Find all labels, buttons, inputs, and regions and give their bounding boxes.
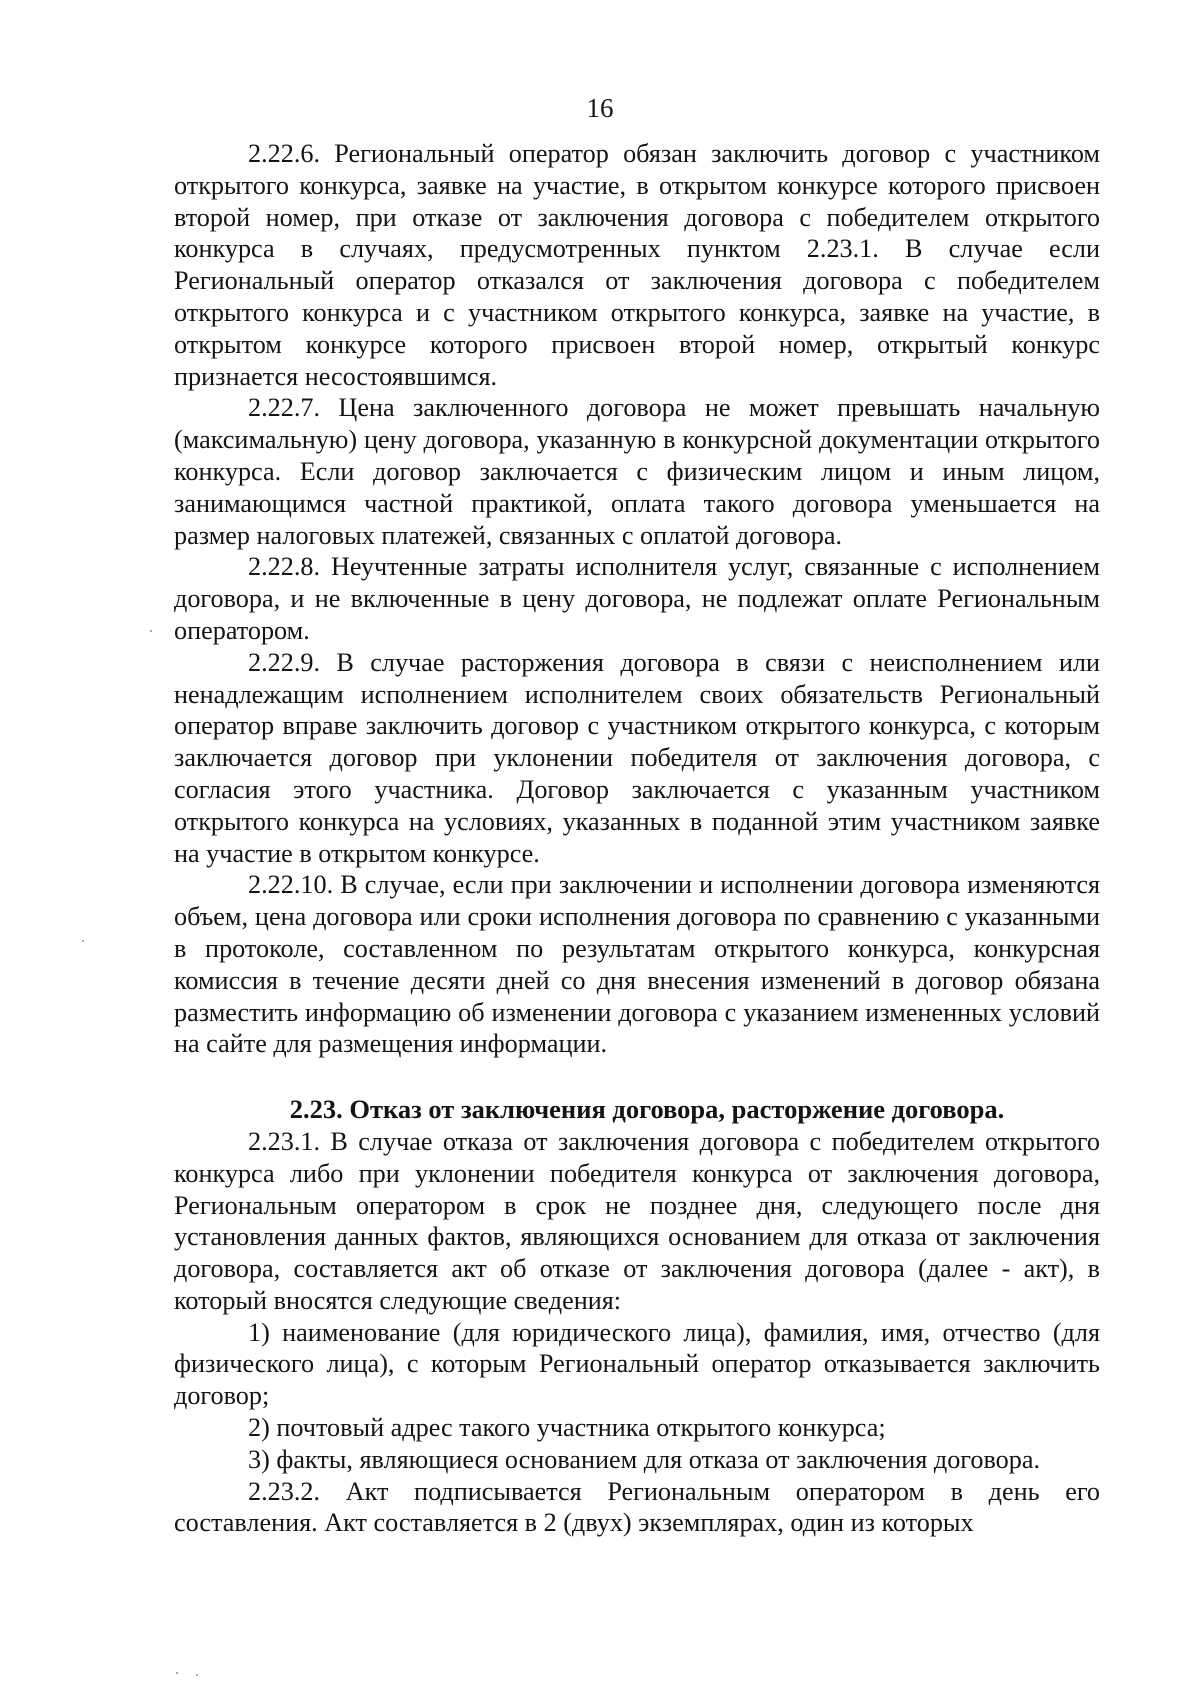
- scan-artifact: [82, 940, 84, 942]
- paragraph-2-22-9: 2.22.9. В случае расторжения договора в связи с неисполнением или ненадлежащим исполнением исполнителем своих обязательств Региональный оператор вправе заключить договор с участником открытого конкурса, с которым заключается договор при уклонении победителя от заключения договора, с согласия этого участника. Договор заключается с указанным участником открытого конкурса на условиях, указанных в поданной этим участником заявке на участие в открытом конкурсе.: [174, 647, 1100, 868]
- list-item-3: 3) факты, являющиеся основанием для отказа от заключения договора.: [248, 1444, 1041, 1474]
- scan-artifact: [150, 630, 152, 632]
- scan-artifact: [176, 1672, 178, 1674]
- paragraph-2-22-10: 2.22.10. В случае, если при заключении и исполнении договора изменяются объем, цена договора или сроки исполнения договора по сравнению с указанными в протоколе, составленном по результатам открытого конкурса, конкурсная комиссия в течение десяти дней со дня внесения изменений в договор обязана разместить информацию об изменении договора с указанием измененных условий на сайте для размещения информации.: [174, 870, 1100, 1059]
- list-item-1: 1) наименование (для юридического лица), фамилия, имя, отчество (для физического лица), с которым Региональный оператор отказывается заключить договор;: [174, 1317, 1100, 1411]
- document-body: [174, 138, 1100, 1539]
- list-item-2: 2) почтовый адрес такого участника открытого конкурса;: [248, 1413, 886, 1443]
- page-number: 16: [586, 93, 614, 123]
- section-heading-2-23: 2.23. Отказ от заключения договора, расторжение договора.: [289, 1094, 1005, 1125]
- paragraph-2-23-1: 2.23.1. В случае отказа от заключения договора с победителем открытого конкурса либо при уклонении победителя конкурса от заключения договора, Региональным оператором в срок не позднее дня, следующего после дня установления данных фактов, являющихся основанием для отказа от заключения договора, составляется акт об отказе от заключения договора (далее - акт), в который вносятся следующие сведения:: [174, 1126, 1100, 1315]
- paragraph-2-23-2: 2.23.2. Акт подписывается Региональным оператором в день его составления. Акт составляется в 2 (двух) экземплярах, один из которых: [174, 1476, 1100, 1538]
- paragraph-2-22-6: 2.22.6. Региональный оператор обязан заключить договор с участником открытого конкурса, заявке на участие, в открытом конкурсе которого присвоен второй номер, при отказе от заключения договора с победителем открытого конкурса в случаях, предусмотренных пунктом 2.23.1. В случае если Региональный оператор отказался от заключения договора с победителем открытого конкурса и с участником открытого конкурса, заявке на участие, в открытом конкурсе которого присвоен второй номер, открытый конкурс признается несостоявшимся.: [174, 139, 1100, 391]
- paragraph-2-22-8: 2.22.8. Неучтенные затраты исполнителя услуг, связанные с исполнением договора, и не включенные в цену договора, не подлежат оплате Региональным оператором.: [174, 552, 1100, 645]
- paragraph-2-22-7: 2.22.7. Цена заключенного договора не может превышать начальную (максимальную) цену договора, указанную в конкурсной документации открытого конкурса. Если договор заключается с физическим лицом и иным лицом, занимающимся частной практикой, оплата такого договора уменьшается на размер налоговых платежей, связанных с оплатой договора.: [174, 393, 1100, 550]
- scan-artifact: [196, 1674, 198, 1676]
